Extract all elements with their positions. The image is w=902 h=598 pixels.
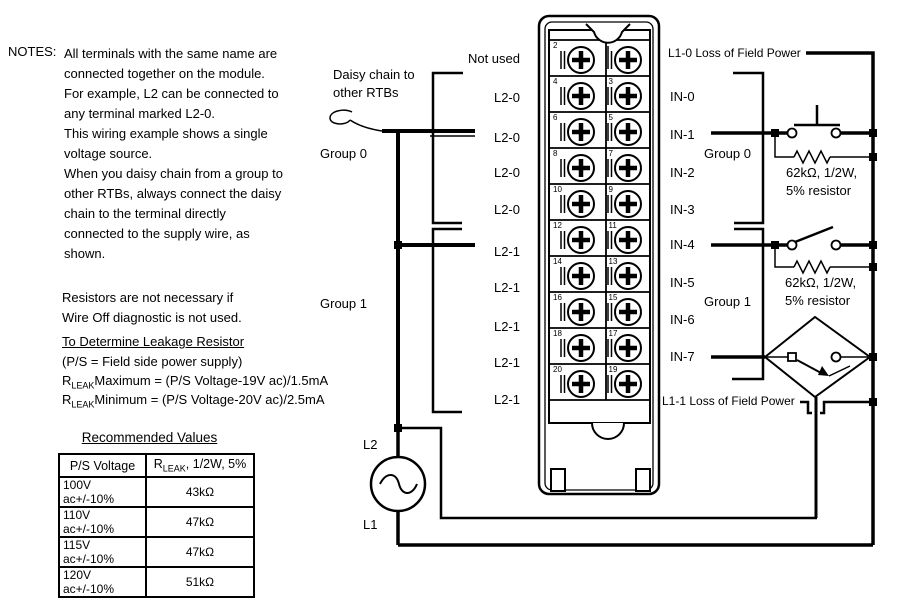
l2-0-label: L2-0 [493, 202, 520, 217]
terminal-number: 19 [608, 365, 618, 374]
group1-right-label: Group 1 [704, 294, 751, 309]
note-line: chain to the terminal directly [64, 206, 226, 221]
resistor-spec: 5% resistor [786, 183, 852, 198]
formula-sub: LEAK [71, 399, 95, 410]
junction-dot [394, 241, 402, 249]
l2-1-label: L2-1 [493, 392, 520, 407]
terminal-number: 20 [553, 365, 562, 374]
l2-1-label: L2-1 [493, 319, 520, 334]
mounting-foot [551, 469, 565, 491]
l2-label: L2 [363, 437, 378, 452]
formula-base: R [62, 373, 72, 388]
terminal-number: 9 [608, 185, 613, 194]
contact-icon [832, 129, 841, 138]
l1-1-wire [800, 398, 877, 413]
table-row [59, 537, 254, 567]
daisy-line2: other RTBs [333, 85, 399, 100]
col-header-voltage: P/S Voltage [59, 454, 146, 477]
resistor-zigzag-icon [794, 261, 830, 273]
daisy-wire-curl-icon [330, 110, 352, 124]
l2-1-label: L2-1 [493, 244, 520, 259]
in-6-label: IN-6 [670, 312, 695, 327]
terminal-number: 2 [553, 41, 558, 50]
table-header-row [59, 454, 254, 477]
terminal-number: 13 [608, 257, 618, 266]
formula-base: R [62, 392, 72, 407]
notes-heading: NOTES: [8, 44, 57, 59]
header-rest: , 1/2W, 5% [185, 457, 247, 472]
table-row [59, 477, 254, 507]
voltage-cell: 115V ac+/-10% [59, 537, 146, 567]
note-line: shown. [64, 246, 106, 261]
note-line: For example, L2 can be connected to [64, 86, 279, 101]
terminal-number: 5 [608, 113, 613, 122]
l2-0-label: L2-0 [493, 165, 520, 180]
table-row [59, 567, 254, 597]
in4-switch-circuit [711, 227, 877, 250]
not-used-label: Not used [467, 51, 520, 66]
value-cell: 43kΩ [146, 477, 254, 507]
group0-daisy-bracket [433, 73, 463, 223]
value-cell: 51kΩ [146, 567, 254, 597]
terminal-number: 8 [553, 149, 558, 158]
note-line: connected to the supply wire, as [64, 226, 250, 241]
value-cell: 47kΩ [146, 537, 254, 567]
terminal-number: 11 [608, 221, 617, 230]
terminal-number: 17 [608, 329, 618, 338]
daisy-line1: Daisy chain to [333, 67, 415, 82]
terminal-number: 3 [608, 77, 613, 86]
ac-voltage-source [371, 428, 425, 545]
resistor-spec: 5% resistor [785, 293, 851, 308]
daisy-wire-lead [350, 120, 382, 131]
in-0-label: IN-0 [670, 89, 695, 104]
formula-rest: Maximum = (P/S Voltage-19V ac)/1.5mA [94, 373, 329, 388]
l2-1-label: L2-1 [493, 355, 520, 370]
resistor-spec: 62kΩ, 1/2W, [786, 165, 858, 180]
junction-dot [869, 129, 877, 137]
mounting-foot [636, 469, 650, 491]
terminal-number: 15 [608, 293, 618, 302]
group1-left-label: Group 1 [320, 296, 367, 311]
contact-icon [788, 129, 797, 138]
contact-icon [832, 353, 841, 362]
value-cell: 47kΩ [146, 507, 254, 537]
header-base: R [153, 457, 163, 472]
header-sub: LEAK [162, 463, 186, 474]
contact-icon [832, 241, 841, 250]
junction-dot [869, 263, 877, 271]
terminal-number: 7 [608, 149, 613, 158]
leakage-subtitle: (P/S = Field side power supply) [62, 354, 243, 369]
recommended-values-table [58, 453, 255, 598]
note-line: connected together on the module. [64, 66, 265, 81]
group0-right-label: Group 0 [704, 146, 751, 161]
junction-dot [869, 353, 877, 361]
note-line: other RTBs, always connect the daisy [64, 186, 282, 201]
voltage-cell: 100V ac+/-10% [59, 477, 146, 507]
l2-0-label: L2-0 [493, 130, 520, 145]
group1-daisy-bracket [433, 229, 462, 412]
junction-dot [869, 153, 877, 161]
junction-dot [869, 398, 877, 406]
in-1-label: IN-1 [670, 127, 695, 142]
contact-icon [788, 353, 796, 361]
l1-0-loss-label: L1-0 Loss of Field Power [668, 46, 801, 60]
terminal-number: 10 [553, 185, 562, 194]
l1-label: L1 [363, 517, 378, 532]
in7-proximity-sensor [711, 317, 877, 518]
leakage-formula-min [62, 390, 325, 415]
terminal-number: 14 [553, 257, 562, 266]
leakage-title: To Determine Leakage Resistor [62, 334, 245, 349]
terminal-block [539, 16, 659, 494]
voltage-cell: 120V ac+/-10% [59, 567, 146, 597]
resistor-note-line: Wire Off diagnostic is not used. [62, 310, 242, 325]
col-header-rleak [146, 454, 254, 477]
group0-left-label: Group 0 [320, 146, 367, 161]
l2-0-label: L2-0 [493, 90, 520, 105]
table-row [59, 507, 254, 537]
in-3-label: IN-3 [670, 202, 695, 217]
switch-blade-icon [795, 227, 833, 242]
table-title: Recommended Values [81, 430, 218, 445]
resistor-zigzag-icon [794, 151, 830, 163]
resistor-spec: 62kΩ, 1/2W, [785, 275, 857, 290]
formula-rest: Minimum = (P/S Voltage-20V ac)/2.5mA [94, 392, 325, 407]
resistor1-label [786, 164, 857, 200]
resistor2-label [785, 274, 856, 310]
voltage-cell: 110V ac+/-10% [59, 507, 146, 537]
terminal-number: 6 [553, 113, 558, 122]
resistor-note-line: Resistors are not necessary if [62, 290, 234, 305]
note-line: When you daisy chain from a group to [64, 166, 283, 181]
l2-1-label: L2-1 [493, 280, 520, 295]
formula-sub: LEAK [71, 380, 95, 391]
junction-dot [869, 241, 877, 249]
in1-pushbutton-circuit [711, 105, 877, 138]
l1-1-loss-label: L1-1 Loss of Field Power [662, 394, 795, 408]
terminal-number: 4 [553, 77, 558, 86]
in-5-label: IN-5 [670, 275, 695, 290]
terminal-number: 16 [553, 293, 562, 302]
in-2-label: IN-2 [670, 165, 695, 180]
note-line: any terminal marked L2-0. [64, 106, 216, 121]
note-line: This wiring example shows a single [64, 126, 268, 141]
in-4-label: IN-4 [670, 237, 695, 252]
note-line: voltage source. [64, 146, 153, 161]
terminal-number: 12 [553, 221, 562, 230]
daisy-chain-label [333, 66, 415, 102]
note-line: All terminals with the same name are [64, 46, 278, 61]
terminal-number: 18 [553, 329, 562, 338]
in-7-label: IN-7 [670, 349, 695, 364]
